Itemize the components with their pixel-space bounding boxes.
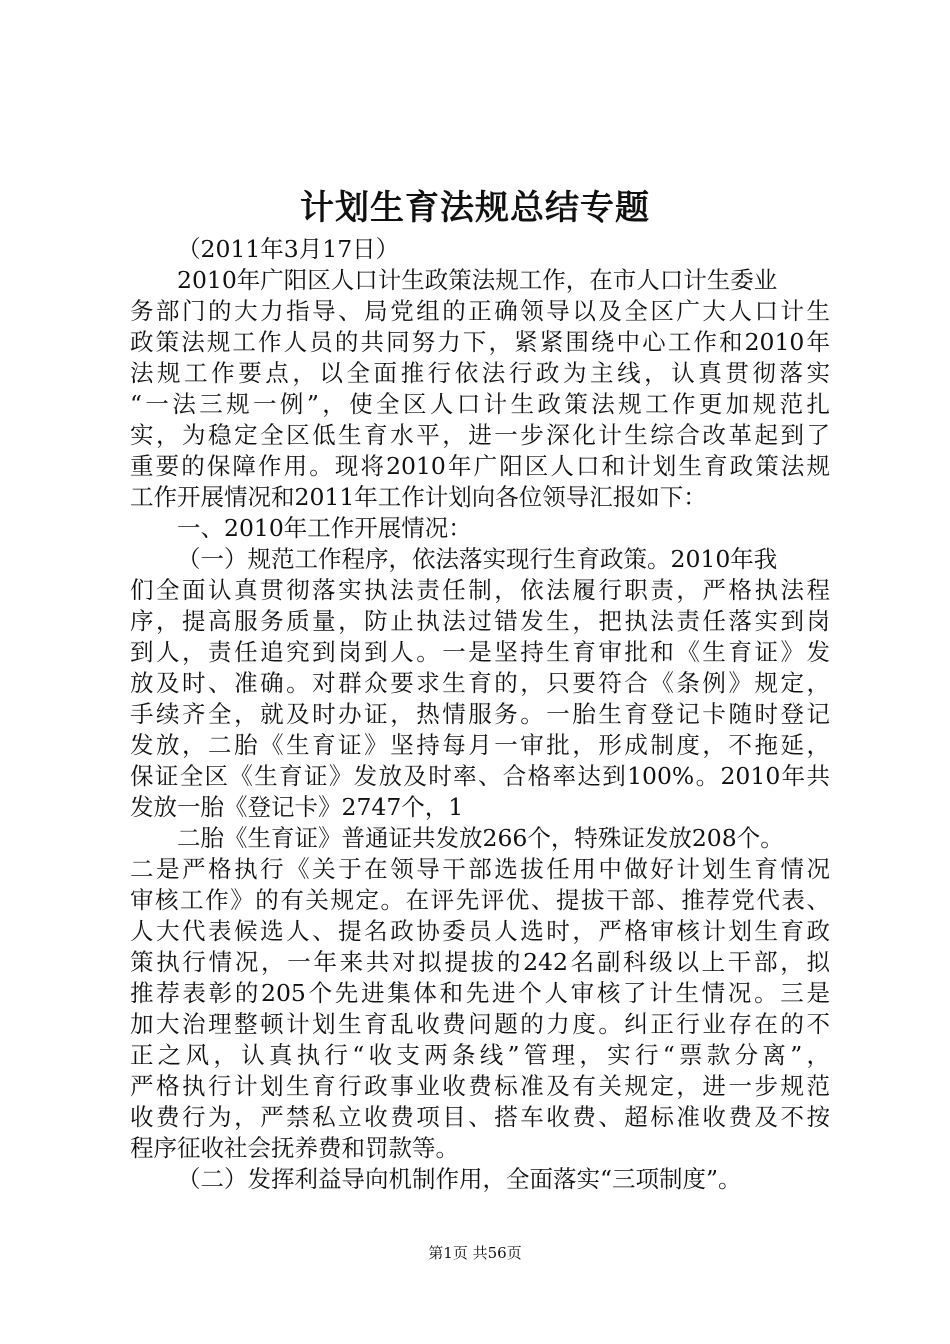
paragraph-line: 们全面认真贯彻落实执法责任制，依法履行职责，严格执法程 xyxy=(130,576,830,604)
paragraph-line: 实，为稳定全区低生育水平，进一步深化计生综合改革起到了 xyxy=(130,421,830,449)
paragraph-line: 放及时、准确。对群众要求生育的，只要符合《条例》规定， xyxy=(130,669,830,697)
paragraph-line: “一法三规一例”，使全区人口计生政策法规工作更加规范扎 xyxy=(130,390,830,418)
document-title: 计划生育法规总结专题 xyxy=(300,188,650,228)
paragraph-line: 二胎《生育证》普通证共发放266个，特殊证发放208个。 xyxy=(177,824,784,852)
paragraph-line: 收费行为，严禁私立收费项目、搭车收费、超标准收费及不按 xyxy=(130,1103,830,1131)
paragraph-line: 政策法规工作人员的共同努力下，紧紧围绕中心工作和2010年 xyxy=(130,328,830,356)
paragraph-line: 保证全区《生育证》发放及时率、合格率达到100%。2010年共 xyxy=(130,762,830,790)
paragraph-line: 程序征收社会抚养费和罚款等。 xyxy=(130,1134,459,1162)
document-body xyxy=(130,234,830,1195)
paragraph-line: 推荐表彰的205个先进集体和先进个人审核了计生情况。三是 xyxy=(130,979,830,1007)
paragraph-line: 二是严格执行《关于在领导干部选拔任用中做好计划生育情况 xyxy=(130,855,830,883)
paragraph-line: 正之风，认真执行“收支两条线”管理，实行“票款分离”， xyxy=(130,1041,830,1069)
paragraph-line: 策执行情况，一年来共对拟提拔的242名副科级以上干部，拟 xyxy=(130,948,830,976)
paragraph-line: 工作开展情况和2011年工作计划向各位领导汇报如下： xyxy=(130,483,707,511)
section-heading: 一、2010年工作开展情况： xyxy=(177,514,472,542)
page-number-footer: 第1页 共56页 xyxy=(428,1244,522,1262)
paragraph-line: 发放，二胎《生育证》坚持每月一审批，形成制度，不拖延， xyxy=(130,731,830,759)
paragraph-line: 加大治理整顿计划生育乱收费问题的力度。纠正行业存在的不 xyxy=(130,1010,830,1038)
paragraph-line: 重要的保障作用。现将2010年广阳区人口和计划生育政策法规 xyxy=(130,452,830,480)
document-date: （2011年3月17日） xyxy=(177,235,400,263)
paragraph-line: 严格执行计划生育行政事业收费标准及有关规定，进一步规范 xyxy=(130,1072,830,1100)
paragraph-line: 审核工作》的有关规定。在评先评优、提拔干部、推荐党代表、 xyxy=(130,886,830,914)
paragraph-line: 人大代表候选人、提名政协委员人选时，严格审核计划生育政 xyxy=(130,917,830,945)
paragraph-line: 2010年广阳区人口计生政策法规工作，在市人口计生委业 xyxy=(177,266,778,294)
paragraph-line: 序，提高服务质量，防止执法过错发生，把执法责任落实到岗 xyxy=(130,607,830,635)
paragraph-line: 法规工作要点，以全面推行依法行政为主线，认真贯彻落实 xyxy=(130,359,830,387)
paragraph-line: 到人，责任追究到岗到人。一是坚持生育审批和《生育证》发 xyxy=(130,638,830,666)
paragraph-line: 手续齐全，就及时办证，热情服务。一胎生育登记卡随时登记 xyxy=(130,700,830,728)
paragraph-line: 发放一胎《登记卡》2747个，1 xyxy=(130,793,464,821)
subsection-heading: （二）发挥利益导向机制作用，全面落实“三项制度”。 xyxy=(177,1165,742,1193)
subsection-heading: （一）规范工作程序，依法落实现行生育政策。2010年我 xyxy=(177,545,778,573)
paragraph-line: 务部门的大力指导、局党组的正确领导以及全区广大人口计生 xyxy=(130,297,830,325)
